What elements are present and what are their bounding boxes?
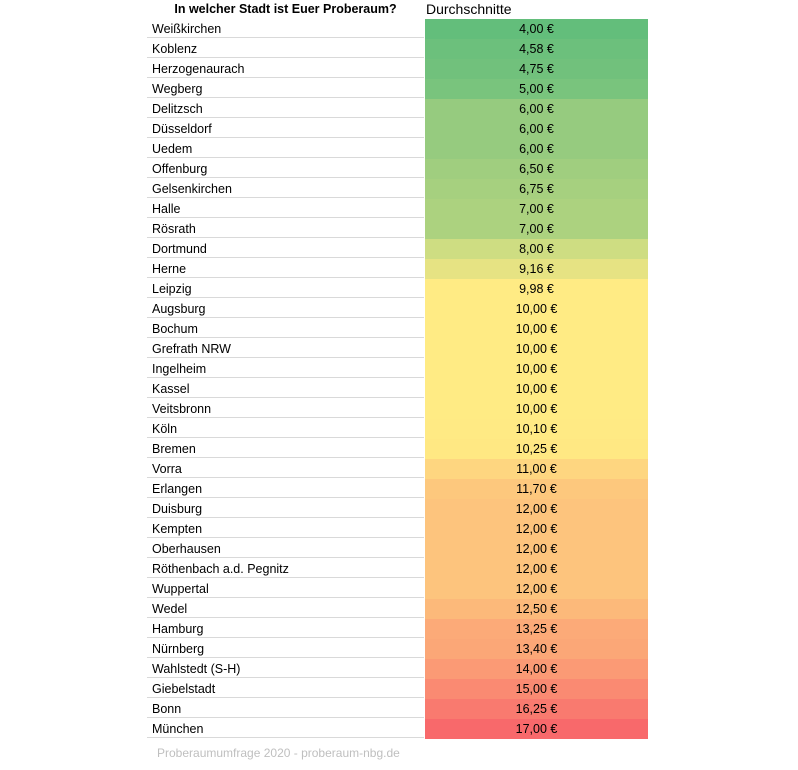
city-cell: Bonn (147, 699, 424, 718)
average-value-cell: 6,00 € (425, 119, 648, 139)
average-value-cell: 10,00 € (425, 399, 648, 419)
average-value-cell: 10,00 € (425, 319, 648, 339)
table-row (147, 639, 648, 659)
city-cell: Herne (147, 259, 424, 278)
table-row (147, 139, 648, 159)
table-row (147, 539, 648, 559)
average-value-cell: 12,50 € (425, 599, 648, 619)
city-cell: Herzogenaurach (147, 59, 424, 78)
table-row (147, 99, 648, 119)
city-cell: Augsburg (147, 299, 424, 318)
average-value-cell: 12,00 € (425, 539, 648, 559)
city-cell: Gelsenkirchen (147, 179, 424, 198)
table-row (147, 339, 648, 359)
average-value-cell: 10,00 € (425, 359, 648, 379)
average-value-cell: 5,00 € (425, 79, 648, 99)
average-value-cell: 7,00 € (425, 199, 648, 219)
city-cell: Leipzig (147, 279, 424, 298)
table-row (147, 159, 648, 179)
city-cell: München (147, 719, 424, 738)
average-value-cell: 12,00 € (425, 519, 648, 539)
city-cell: Wedel (147, 599, 424, 618)
average-value-cell: 6,00 € (425, 139, 648, 159)
city-cell: Ingelheim (147, 359, 424, 378)
table-row (147, 59, 648, 79)
average-value-cell: 12,00 € (425, 579, 648, 599)
footer-credit: Proberaumumfrage 2020 - proberaum-nbg.de (157, 746, 400, 760)
average-value-cell: 13,40 € (425, 639, 648, 659)
city-cell: Bochum (147, 319, 424, 338)
city-cell: Offenburg (147, 159, 424, 178)
city-cell: Hamburg (147, 619, 424, 638)
table-row (147, 319, 648, 339)
average-value-cell: 6,75 € (425, 179, 648, 199)
city-cell: Halle (147, 199, 424, 218)
table-row (147, 399, 648, 419)
table-row (147, 79, 648, 99)
average-value-cell: 16,25 € (425, 699, 648, 719)
average-value-cell: 12,00 € (425, 559, 648, 579)
city-cell: Wegberg (147, 79, 424, 98)
average-value-cell: 10,10 € (425, 419, 648, 439)
average-value-cell: 9,98 € (425, 279, 648, 299)
table-row (147, 559, 648, 579)
table-row (147, 659, 648, 679)
average-value-cell: 10,00 € (425, 299, 648, 319)
average-value-cell: 9,16 € (425, 259, 648, 279)
table-row (147, 479, 648, 499)
city-cell: Koblenz (147, 39, 424, 58)
table-row (147, 619, 648, 639)
city-cell: Dortmund (147, 239, 424, 258)
table-row (147, 419, 648, 439)
average-value-cell: 10,25 € (425, 439, 648, 459)
city-cell: Weißkirchen (147, 19, 424, 38)
city-cell: Düsseldorf (147, 119, 424, 138)
table-row (147, 459, 648, 479)
city-cell: Erlangen (147, 479, 424, 498)
city-cell: Bremen (147, 439, 424, 458)
table-row (147, 439, 648, 459)
city-cell: Veitsbronn (147, 399, 424, 418)
table-row (147, 379, 648, 399)
average-value-cell: 14,00 € (425, 659, 648, 679)
average-value-cell: 12,00 € (425, 499, 648, 519)
average-value-cell: 17,00 € (425, 719, 648, 739)
table-row (147, 179, 648, 199)
city-cell: Köln (147, 419, 424, 438)
table-row (147, 199, 648, 219)
table-row (147, 119, 648, 139)
table-row (147, 579, 648, 599)
average-value-cell: 4,00 € (425, 19, 648, 39)
table-row (147, 499, 648, 519)
city-cell: Rösrath (147, 219, 424, 238)
city-cell: Wuppertal (147, 579, 424, 598)
column-header-city: In welcher Stadt ist Euer Proberaum? (174, 2, 397, 16)
column-header-average: Durchschnitte (426, 1, 512, 17)
table-row (147, 279, 648, 299)
table-row (147, 699, 648, 719)
table-row (147, 299, 648, 319)
city-cell: Oberhausen (147, 539, 424, 558)
header-row (147, 0, 648, 19)
table-row (147, 719, 648, 739)
average-value-cell: 7,00 € (425, 219, 648, 239)
average-value-cell: 10,00 € (425, 339, 648, 359)
city-cell: Kempten (147, 519, 424, 538)
city-cell: Kassel (147, 379, 424, 398)
city-cell: Wahlstedt (S-H) (147, 659, 424, 678)
table-row (147, 219, 648, 239)
table-row (147, 679, 648, 699)
average-value-cell: 13,25 € (425, 619, 648, 639)
table-row (147, 39, 648, 59)
city-cell: Duisburg (147, 499, 424, 518)
average-value-cell: 8,00 € (425, 239, 648, 259)
table-row (147, 359, 648, 379)
average-value-cell: 11,70 € (425, 479, 648, 499)
table-body (147, 19, 648, 739)
city-cell: Röthenbach a.d. Pegnitz (147, 559, 424, 578)
city-cell: Vorra (147, 459, 424, 478)
city-cell: Nürnberg (147, 639, 424, 658)
city-cell: Uedem (147, 139, 424, 158)
average-value-cell: 4,58 € (425, 39, 648, 59)
table-row (147, 599, 648, 619)
city-cell: Giebelstadt (147, 679, 424, 698)
data-table (147, 0, 648, 739)
average-value-cell: 6,50 € (425, 159, 648, 179)
table-row (147, 19, 648, 39)
average-value-cell: 11,00 € (425, 459, 648, 479)
average-value-cell: 15,00 € (425, 679, 648, 699)
table-row (147, 259, 648, 279)
city-cell: Delitzsch (147, 99, 424, 118)
average-value-cell: 6,00 € (425, 99, 648, 119)
average-value-cell: 10,00 € (425, 379, 648, 399)
table-row (147, 519, 648, 539)
city-cell: Grefrath NRW (147, 339, 424, 358)
average-value-cell: 4,75 € (425, 59, 648, 79)
table-row (147, 239, 648, 259)
